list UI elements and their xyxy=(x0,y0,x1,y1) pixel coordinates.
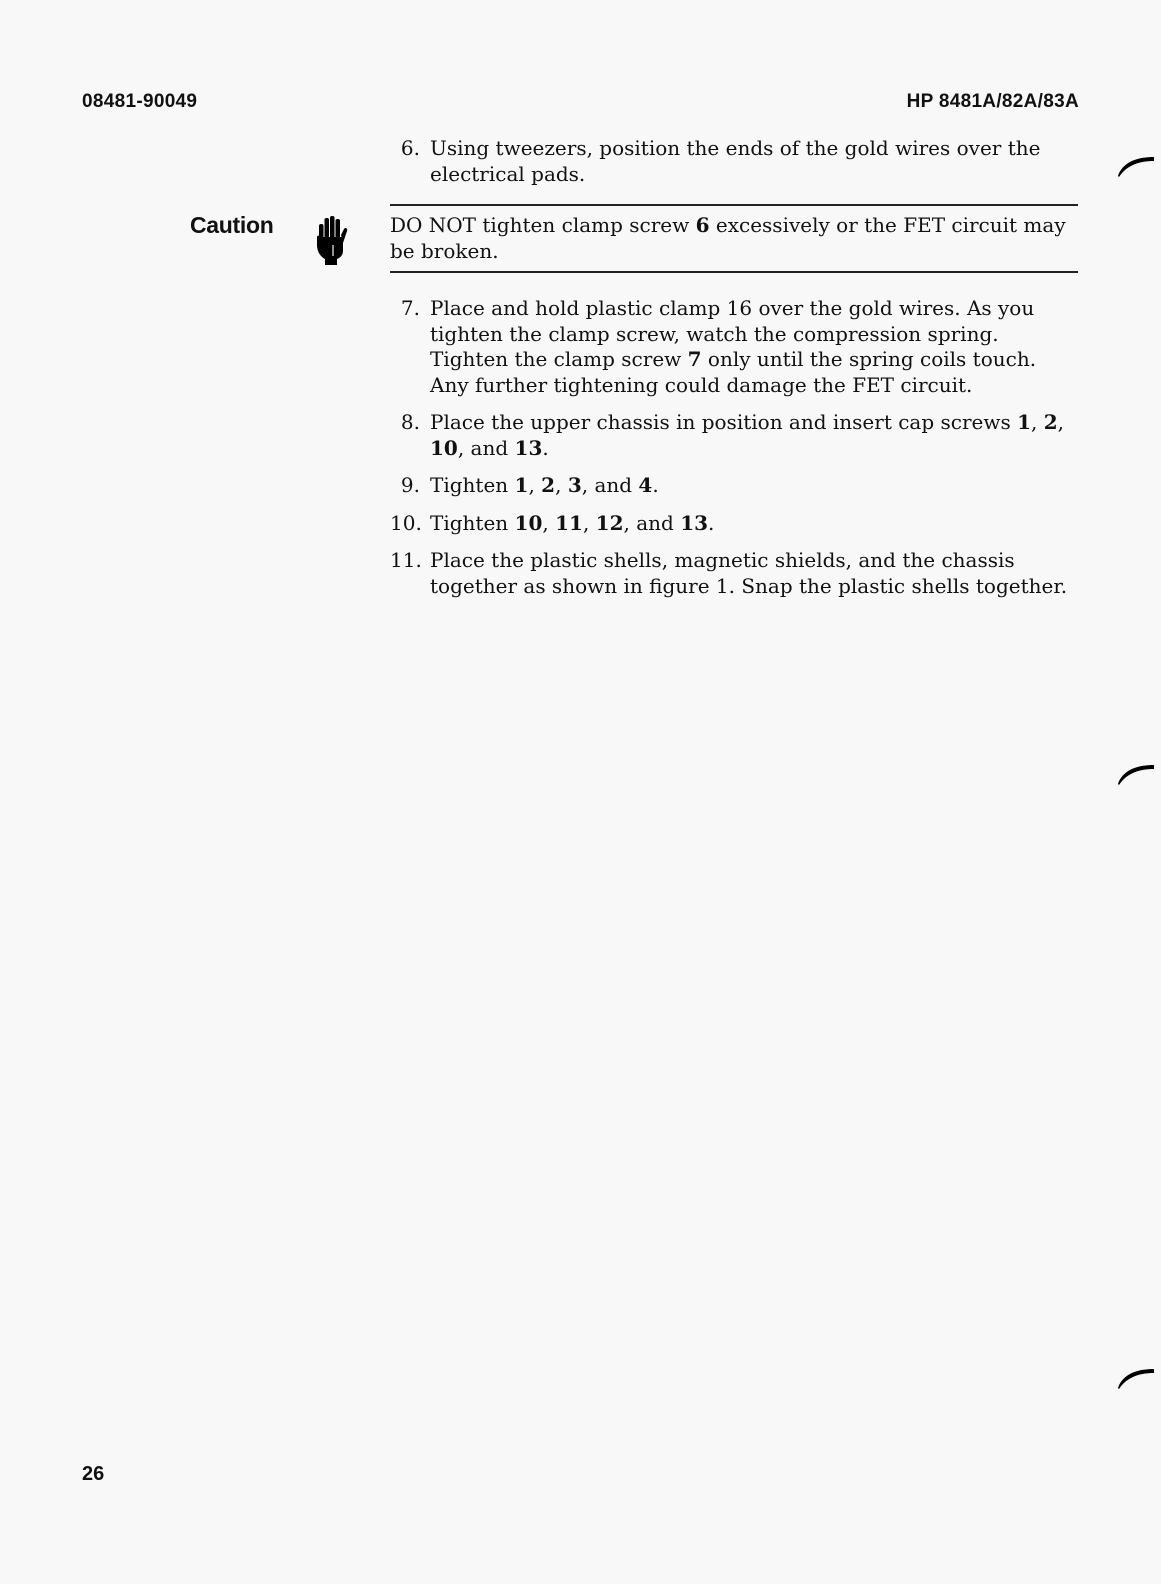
binder-hole-mark xyxy=(1110,758,1155,788)
step-number: 6. xyxy=(400,136,420,160)
step-text: , xyxy=(528,473,542,497)
step-7 xyxy=(390,296,1070,398)
screw-number: 1 xyxy=(1017,410,1032,434)
stop-hand-icon xyxy=(313,215,349,267)
screw-number: 12 xyxy=(595,510,624,535)
binder-hole-mark xyxy=(1110,1362,1155,1392)
caution-text-2: excessively or the FET circuit may be broken. xyxy=(390,213,1066,263)
step-text: Tighten xyxy=(430,510,515,535)
step-text: Place the upper chassis in position and insert cap screws xyxy=(430,410,1018,434)
step-list-after xyxy=(390,296,1070,611)
document-number: 08481-90049 xyxy=(82,91,198,112)
step-9 xyxy=(390,473,1070,499)
step-8 xyxy=(390,410,1070,461)
screw-number: 7 xyxy=(687,347,702,371)
step-list-before xyxy=(390,136,1070,199)
step-text: Tighten xyxy=(430,473,515,497)
step-text: , xyxy=(555,473,568,497)
screw-number: 13 xyxy=(680,510,709,535)
step-number: 11. xyxy=(390,548,422,572)
step-text: . xyxy=(652,473,659,497)
step-number: 10. xyxy=(390,510,422,535)
caution-text-1: DO NOT tighten clamp screw xyxy=(390,213,696,237)
screw-number: 1 xyxy=(514,473,529,497)
step-text: Place and hold plastic clamp 16 over the gold wires. As you tighten the clamp screw, watch the compression spring. Tighten the clamp screw xyxy=(430,296,1035,371)
binder-hole-mark xyxy=(1110,150,1155,180)
caution-screw-number: 6 xyxy=(695,213,710,237)
step-text: , xyxy=(1031,410,1044,434)
screw-number: 2 xyxy=(1043,410,1058,434)
page-number: 26 xyxy=(82,1463,105,1485)
step-text: . xyxy=(708,510,715,535)
step-text: , xyxy=(582,510,596,535)
step-text: , and xyxy=(457,435,515,460)
step-number: 8. xyxy=(400,410,420,434)
step-text: . xyxy=(542,435,549,460)
step-text: , xyxy=(542,510,556,535)
step-text: , xyxy=(1057,410,1065,434)
step-text: Using tweezers, position the ends of the gold wires over the electrical pads. xyxy=(430,136,1041,186)
screw-number: 3 xyxy=(567,473,582,497)
step-number: 7. xyxy=(400,296,420,320)
caution-label: Caution xyxy=(190,212,274,238)
step-6 xyxy=(390,136,1070,187)
step-number: 9. xyxy=(400,473,420,497)
step-10 xyxy=(390,511,1070,537)
screw-number: 10 xyxy=(430,435,458,460)
screw-number: 11 xyxy=(555,510,583,535)
step-text: , and xyxy=(623,510,681,535)
screw-number: 10 xyxy=(514,510,543,535)
model-number: HP 8481A/82A/83A xyxy=(906,91,1079,112)
step-text: Place the plastic shells, magnetic shields, and the chassis together as shown in figure 1. Snap the plastic shells together. xyxy=(430,548,1068,598)
step-11 xyxy=(390,548,1070,599)
step-text: , and xyxy=(581,473,639,497)
step-text: only until the spring coils touch. Any further tightening could damage the FET circuit. xyxy=(430,347,1037,397)
screw-number: 4 xyxy=(638,473,653,497)
caution-message xyxy=(390,204,1078,273)
screw-number: 13 xyxy=(514,435,543,460)
screw-number: 2 xyxy=(541,473,556,497)
